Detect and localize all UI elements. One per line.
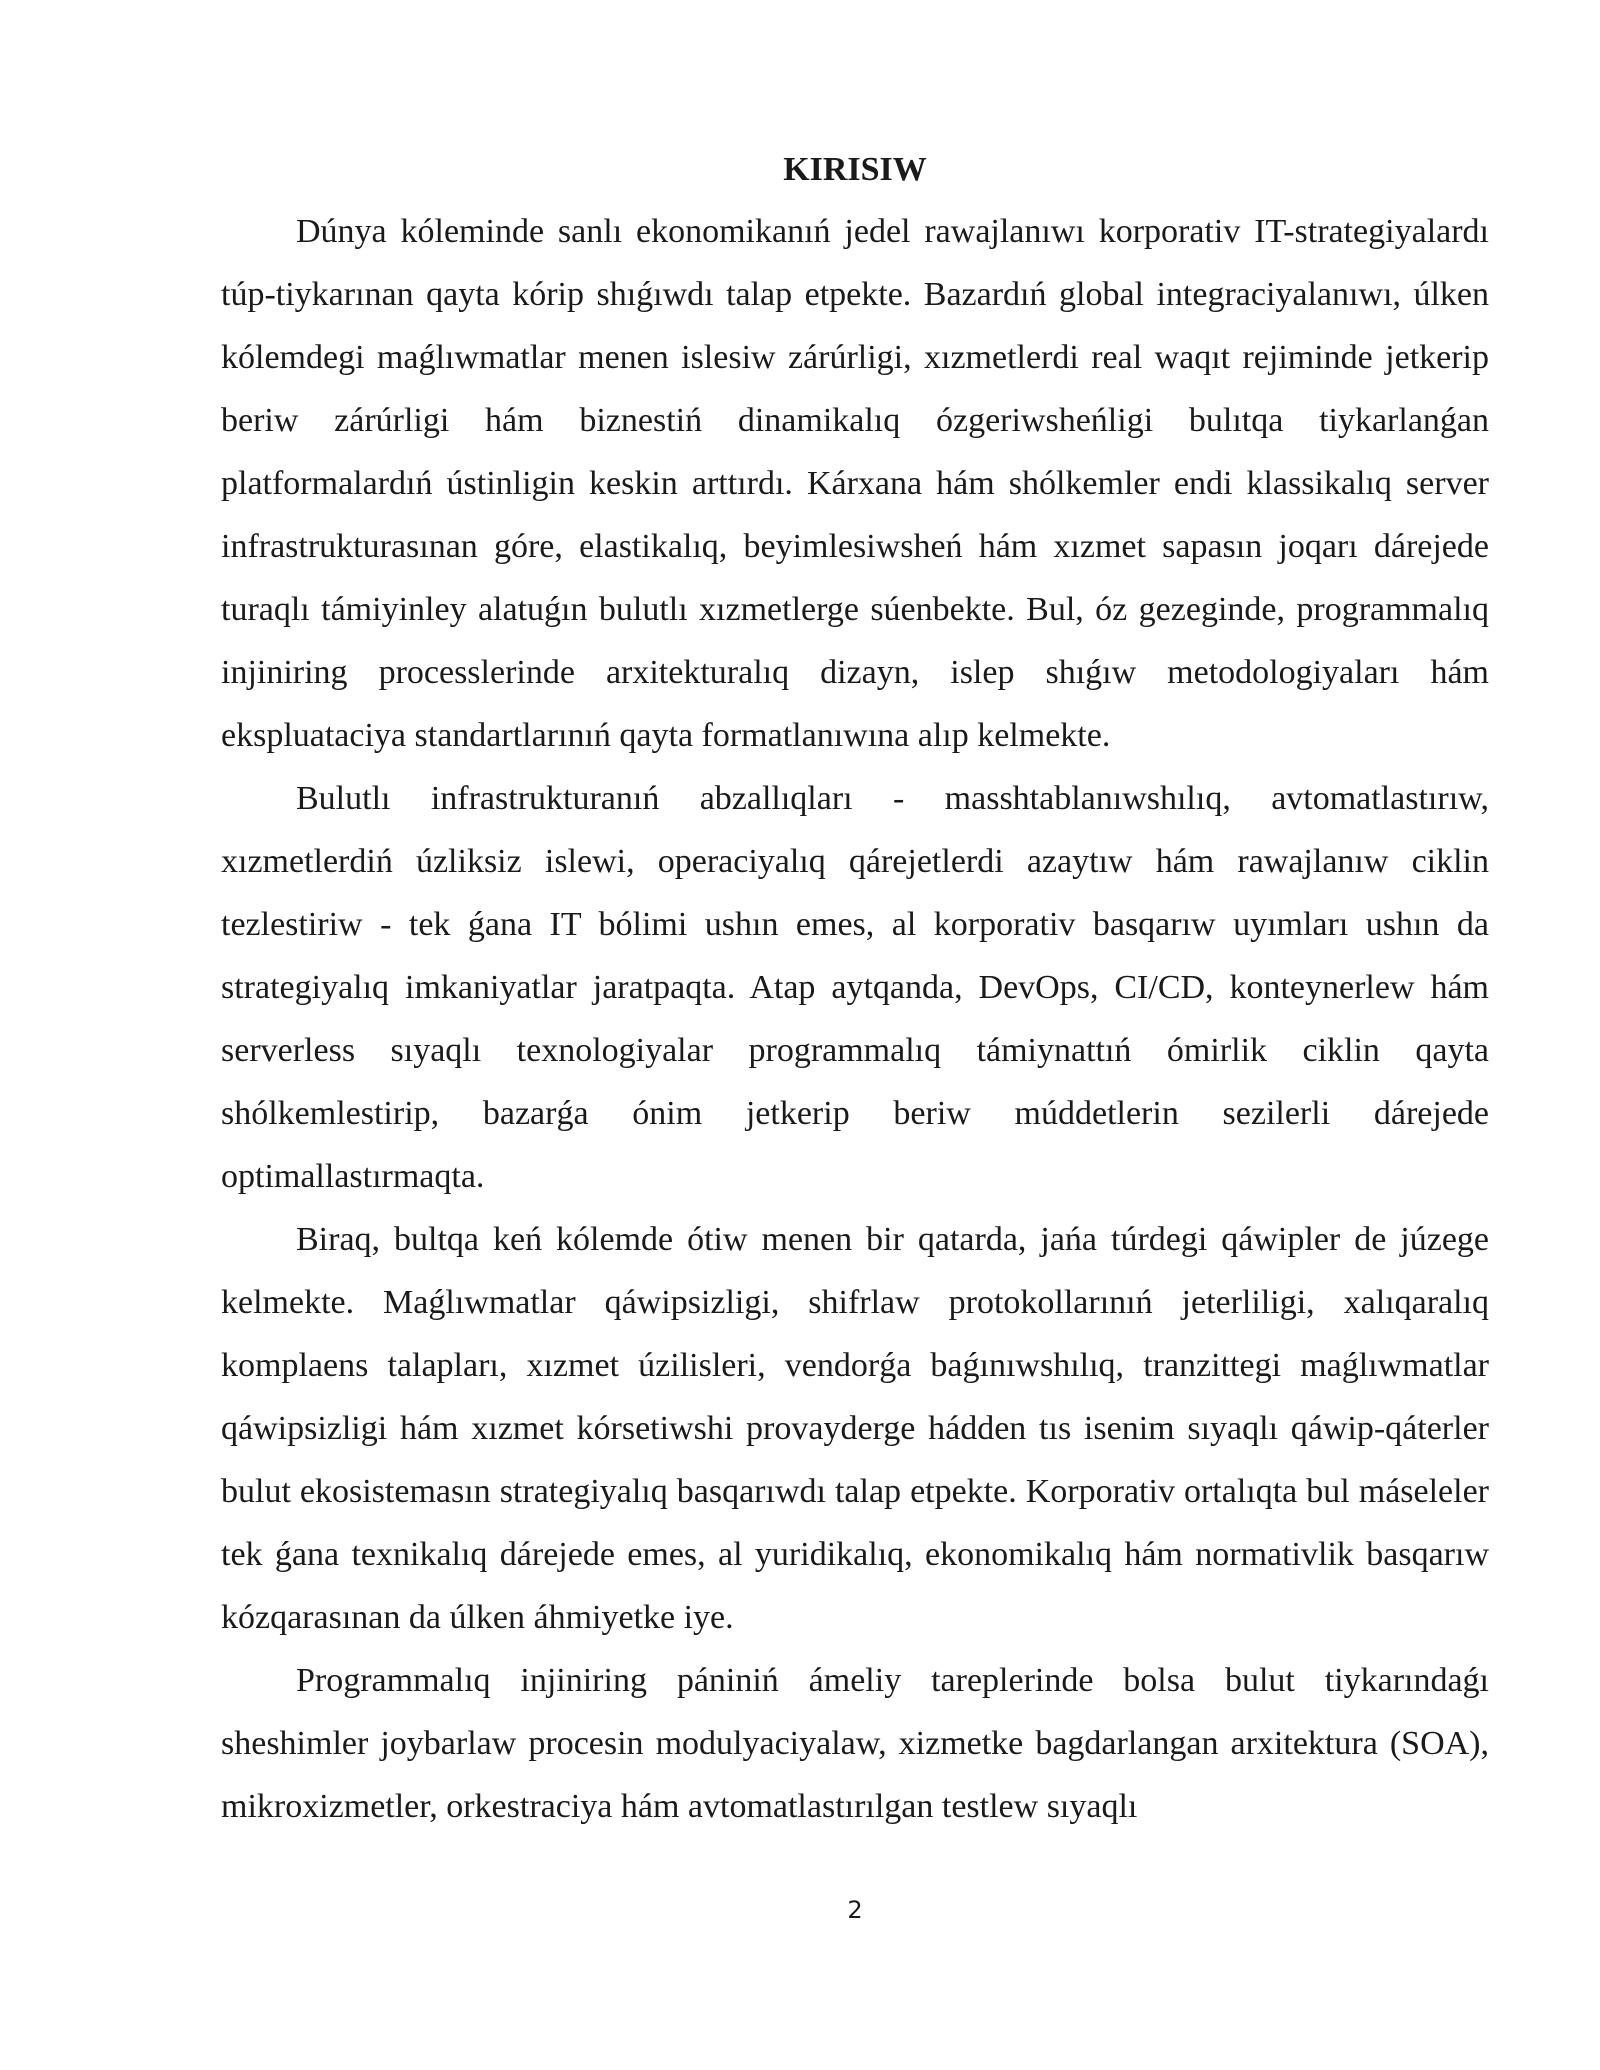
paragraph-1: Dúnya kóleminde sanlı ekonomikanıń jedel rawajlanıwı korporativ IT-strategiyalardı túp-tiykarınan qayta kórip shıǵıwdı talap etpekte. Bazardıń global integraciyalanıwı, úlken kólemdegi maǵlıwmatlar menen islesiw zárúrligi, xızmetlerdi real waqıt rejiminde jetkerip beriw zárúrligi hám biznestiń dinamikalıq ózgeriwsheńligi bulıtqa tiykarlanǵan platformalardıń ústinligin keskin arttırdı. Kárxana hám shólkemler endi klassikalıq server infrastrukturasınan góre, elastikalıq, beyimlesiwsheń hám xızmet sapasın joqarı dárejede turaqlı támiyinley alatuǵın bulutlı xızmetlerge súenbekte. Bul, óz gezeginde, programmalıq injiniring processlerinde arxitekturalıq dizayn, islep shıǵıw metodologiyaları hám ekspluataciya standartlarınıń qayta formatlanıwına alıp kelmekte. (221, 213, 1489, 754)
paragraph-2: Bulutlı infrastrukturanıń abzallıqları - masshtablanıwshılıq, avtomatlastırıw, xızmetlerdiń úzliksiz islewi, operaciyalıq qárejetlerdi azaytıw hám rawajlanıw ciklin tezlestiriw - tek ǵana IT bólimi ushın emes, al korporativ basqarıw uyımları ushın da strategiyalıq imkaniyatlar jaratpaqta. Atap aytqanda, DevOps, CI/CD, konteynerlew hám serverless sıyaqlı texnologiyalar programmalıq támiynattıń ómirlik ciklin qayta shólkemlestirip, bazarǵa ónim jetkerip beriw múddetlerin sezilerli dárejede optimallastırmaqta. (221, 780, 1489, 1195)
page-number: 2 (847, 1896, 863, 1924)
section-title: KIRISIW (783, 151, 927, 188)
page-content (221, 145, 1489, 1838)
paragraph-3: Biraq, bultqa keń kólemde ótiw menen bir qatarda, jańa túrdegi qáwipler de júzege kelmekte. Maǵlıwmatlar qáwipsizligi, shifrlaw protokollarınıń jeterliligi, xalıqaralıq komplaens talapları, xızmet úzilisleri, vendorǵa baǵınıwshılıq, tranzittegi maǵlıwmatlar qáwipsizligi hám xızmet kórsetiwshi provayderge hádden tıs isenim sıyaqlı qáwip-qáterler bulut ekosistemasın strategiyalıq basqarıwdı talap etpekte. Korporativ ortalıqta bul máseleler tek ǵana texnikalıq dárejede emes, al yuridikalıq, ekonomikalıq hám normativlik basqarıw kózqarasınan da úlken áhmiyetke iye. (221, 1221, 1489, 1636)
paragraph-4: Programmalıq injiniring pániniń ámeliy tareplerinde bolsa bulut tiykarındaǵı sheshimler joybarlaw procesin modulyaciyalaw, xizmetke bagdarlangan arxitektura (SOA), mikroxizmetler, orkestraciya hám avtomatlastırılgan testlew sıyaqlı (221, 1662, 1489, 1825)
